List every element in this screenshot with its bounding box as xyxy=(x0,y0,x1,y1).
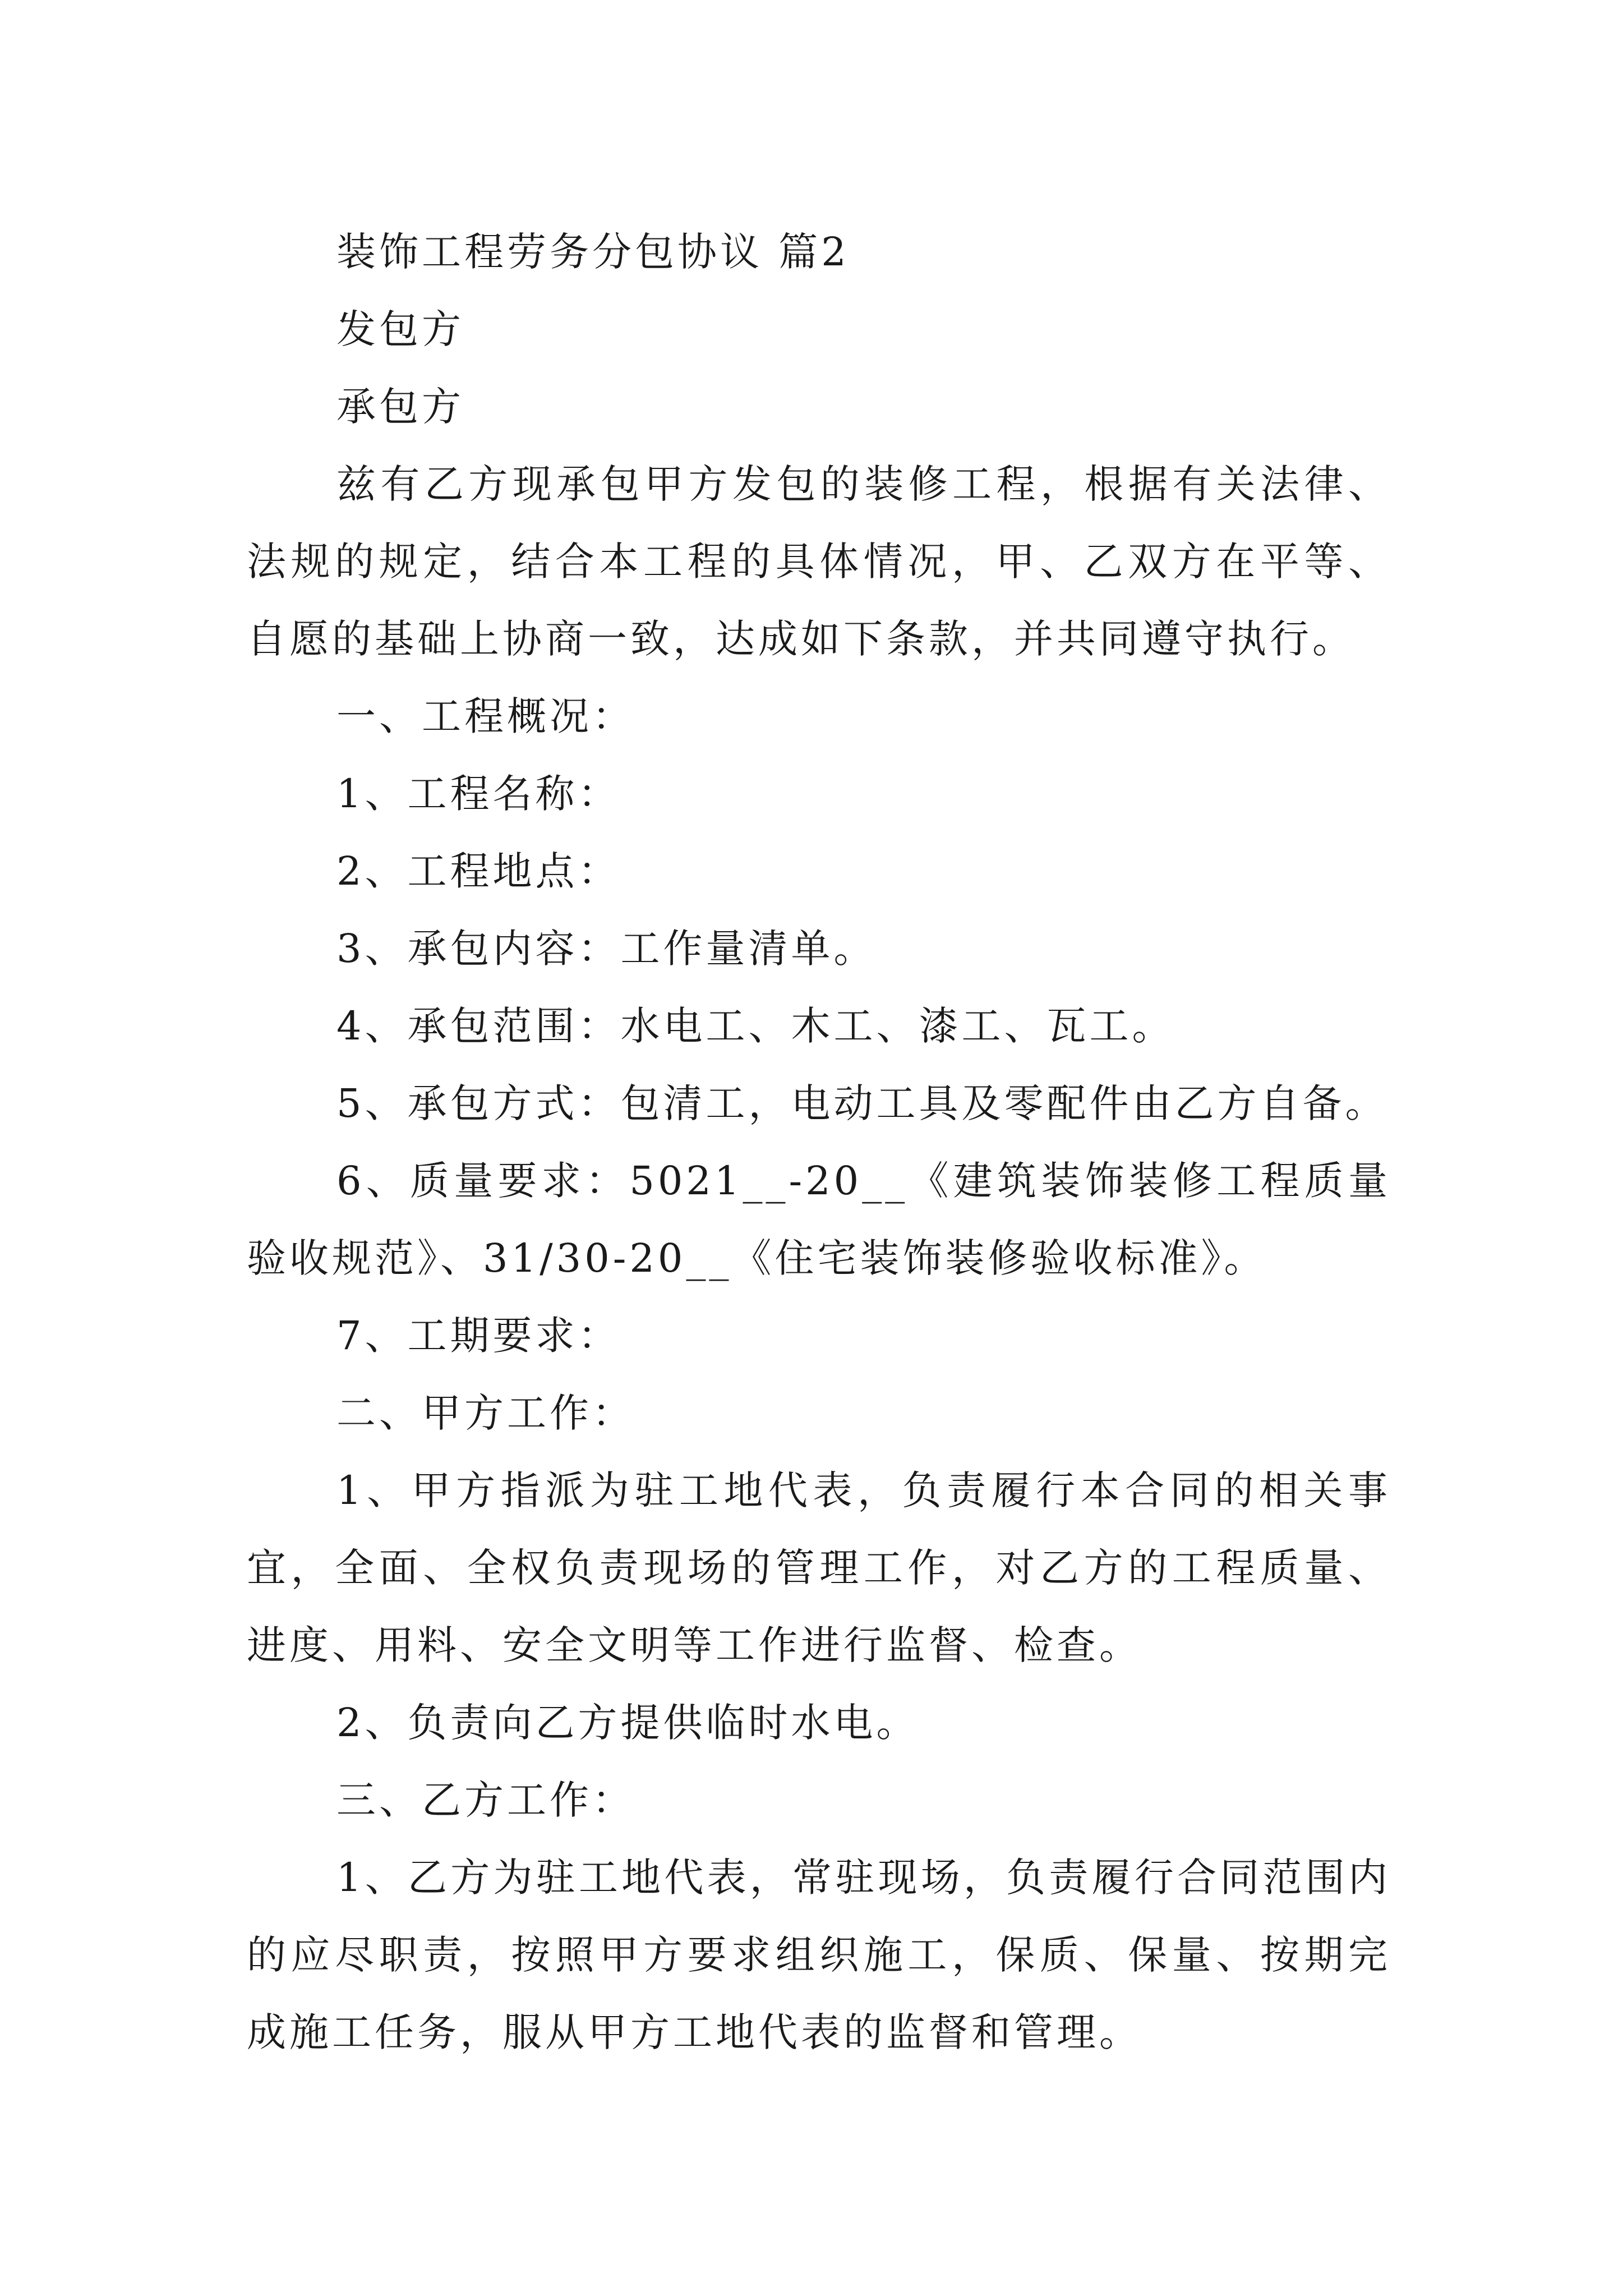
party-b-duty-1: 1、乙方为驻工地代表，常驻现场，负责履行合同范围内的应尽职责，按照甲方要求组织施工，保质、保量、按期完成施工任务，服从甲方工地代表的监督和管理。 xyxy=(247,1855,1391,2055)
clause-project-name: 1、工程名称： xyxy=(336,771,621,817)
section-heading-1: 一、工程概况： xyxy=(336,693,635,739)
clause-contract-method: 5、承包方式：包清工，电动工具及零配件由乙方自备。 xyxy=(336,1080,1388,1126)
section-heading-3: 三、乙方工作： xyxy=(336,1777,635,1823)
preamble-paragraph: 兹有乙方现承包甲方发包的装修工程，根据有关法律、法规的规定，结合本工程的具体情况，甲、乙双方在平等、自愿的基础上协商一致，达成如下条款，并共同遵守执行。 xyxy=(247,461,1391,662)
clause-contract-content: 3、承包内容：工作量清单。 xyxy=(336,926,877,972)
clause-project-location: 2、工程地点： xyxy=(336,848,621,894)
clause-contract-scope: 4、承包范围：水电工、木工、漆工、瓦工。 xyxy=(336,1003,1175,1049)
document-body xyxy=(247,213,1391,2071)
clause-quality-requirements: 6、质量要求：5021__-20__《建筑装饰装修工程质量验收规范》、31/30-20__《住宅装饰装修验收标准》。 xyxy=(247,1158,1391,1281)
party-a-duty-2: 2、负责向乙方提供临时水电。 xyxy=(336,1700,919,1746)
section-heading-2: 二、甲方工作： xyxy=(336,1390,635,1436)
clause-schedule: 7、工期要求： xyxy=(336,1313,621,1359)
party-a-duty-1: 1、甲方指派为驻工地代表，负责履行本合同的相关事宜，全面、全权负责现场的管理工作，对乙方的工程质量、进度、用料、安全文明等工作进行监督、检查。 xyxy=(247,1467,1391,1668)
party-a-label: 发包方 xyxy=(336,306,464,352)
document-title: 装饰工程劳务分包协议 篇2 xyxy=(336,229,850,275)
party-b-label: 承包方 xyxy=(336,384,464,430)
